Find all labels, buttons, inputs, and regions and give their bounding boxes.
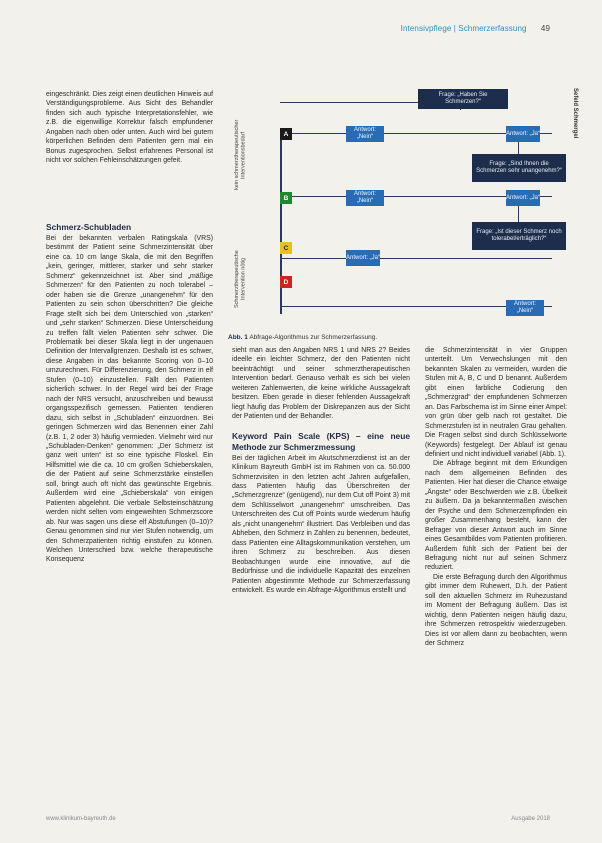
question-box-1: Frage: „Haben Sie Schmerzen?“ <box>418 89 508 109</box>
col2-paragraph-1: sieht man aus den Angaben NRS 1 und NRS 2? Beides ideelle ein leichter Schmerz, der den Patienten nicht beeinträchtigt und seiner schmerztherapeutischen Intervention bedarf. Genauso verhält es sich bei vielen weiteren Zahlenwerten, die keine wirkliche Aussagekraft besitzen. Eben gerade in dieser fehlenden Aussagekraft liegt häufig das Problem der Diskrepanzen aus der Sicht der Patienten und der Behandler. <box>232 347 410 421</box>
section-title-kps: Keyword Pain Scale (KPS) – eine neue Methode zur Schmerzmessung <box>232 430 410 452</box>
column-1-top <box>46 90 213 166</box>
answer-box-nein-3: Antwort: „Nein“ <box>506 300 544 316</box>
page-number: 49 <box>540 24 550 33</box>
figure-caption <box>228 334 377 341</box>
section-text-schubladen: Bei der bekannten verbalen Ratingskala (VRS) bestimmt der Patient seine Schmerzintensität über eine ca. 10 cm lange Skala, die mit den Begriffen „kein, geringer, mittlerer, starker und sehr starker Schmerz“ gekennzeichnet ist. Aber sind „mäßige Schmerzen“ für den Patienten zu noch tolerabel – oder haben sie die Grenze „unangenehm“ für den Patienten zu sein schon überschritten? Die gleiche Frage stellt sich bei dem Unterschied von „starken“ und „sehr starken“ Schmerzen. Diese Unterscheidung zu treffen fällt vielen Patienten sehr schwer. Die Problematik bei dieser Skala liegt in der ungenauen Definition der Intervallgrenzen. Deshalb ist es schwer, diese Angaben in das bekannte Scoring von 0–10 umzurechnen. Für Differenzierung, den Schmerz in elf Stufen (0–10) einzustellen. Fällt den Patienten sicherlich schwer. In der Regel wird bei der Frage nach der NRS versucht, anzuschreiben und bewusst organgsspezifisch gemessen. Patienten tendieren dazu, sich selbst in „Schubladen“ einzuordnen. Bei geringen Schmerzen wird das Benennen einer Zahl (z.B. 1, 2 oder 3) häufig vermieden. Vielmehr wird nur „Schubladen-Denken“ genommen: „Der Schmerz ist ganz weit unten“ ist so eine typische Floskel. Ein Hilfsmittel wie die ca. 10 cm großen Schieberskalen, die der Patient auf seine Schmerzstärke einstellen soll, bringt auch oft nicht das gewünschte Ergebnis. Außerdem wird eine „Schieberskala“ von einigen Patienten abgelehnt. Die verbale Selbsteinschätzung werden nicht selten vom eingeweihten Schmerzscore ab. Nur was sagen uns diese elf Abstufungen (0–10)? Genau genommen sind nur vier Stufen notwendig, um den Schmerzpatienten richtig einstufen zu können. Welchen Unterschied bzw. welche therapeutische Konsequenz <box>46 235 213 564</box>
algorithm-diagram <box>228 84 566 332</box>
footer-left: www.klinikum-bayreuth.de <box>46 816 116 822</box>
running-header <box>401 24 550 33</box>
group-label-intervention: Schmerztherapeutische Intervention nötig <box>234 250 247 308</box>
column-3 <box>425 346 567 649</box>
answer-box-ja-3: Antwort: „Ja“ <box>346 250 380 266</box>
column-1-section <box>46 222 213 565</box>
caption-text: Abfrage-Algorithmus zur Schmerzerfassung. <box>249 334 378 341</box>
answer-box-ja-2: Antwort: „Ja“ <box>506 190 540 206</box>
connector-line <box>280 258 552 259</box>
col3-paragraph-1: die Schmerzintensität in vier Gruppen unterteilt. Um Verwechslungen mit den bekannten Skalen zu vermeiden, wurden die Stufen mit A, B, C und D benannt. Außerdem gibt einen farbliche Codierung den „Schmerzgrad“ der empfundenen Schmerzen an. Das Farbschema ist im Sinne einer Ampel: von grün über gelb nach rot gestaltet. Die Schmerzstufen ist in neutralen Grau gehalten. Die Fragen selbst sind durch Schlüsselworte (Keywords) festgelegt. Der Ablauf ist genau definiert und nicht individuell variabel (Abb. 1). <box>425 347 567 458</box>
caption-label: Abb. 1 <box>228 334 248 341</box>
col3-paragraph-2: Die Abfrage beginnt mit dem Erkundigen nach dem allgemeinen Befinden des Patienten. Hier hat dieser die Chance etwaige „Ängste“ oder Beschwerden wie z.B. Übelkeit zu äußern. Da ja bekanntermaßen zwischen der Psyche und dem Schmerzempfinden ein großer Zusammenhang besteht, kann der Befrager von dieser Antwort auch im Sinne eines Gesamtbildes vom Patienten profitieren. Außerdem fühlt sich der Patient bei der Befragung nicht nur auf seinen Schmerz reduziert. <box>425 460 567 572</box>
column-2 <box>232 346 410 595</box>
level-b-badge: B <box>280 192 292 204</box>
level-c-badge: C <box>280 242 292 254</box>
side-label: Sefeld Schmergel <box>572 88 578 139</box>
group-label-no-intervention: kein schmerztherapeutischer Interventionsbedarf <box>234 119 247 191</box>
section-title-schubladen: Schmerz-Schubladen <box>46 222 132 232</box>
col3-paragraph-3: Die erste Befragung durch den Algorithmus gibt immer dem Ruhewert, D.h. der Patient soll den aktuellen Schmerz im Ruhezustand im Moment der Befragung äußern. Das ist wichtig, denn Patienten neigen häufig dazu, ihre Schmerzen retrospektiv wiederzugeben. Dies ist vor allem dann zu beobachten, wenn der Schmerz <box>425 573 567 648</box>
level-a-badge: A <box>280 128 292 140</box>
level-d-badge: D <box>280 276 292 288</box>
answer-box-nein-1: Antwort: „Nein“ <box>346 126 384 142</box>
answer-box-nein-2: Antwort: „Nein“ <box>346 190 384 206</box>
header-section: Intensivpflege | Schmerzerfassung <box>400 24 527 33</box>
question-box-2: Frage: „Sind Ihnen die Schmerzen sehr unangenehm?“ <box>472 154 566 182</box>
col2-paragraph-2: Bei der täglichen Arbeit im Akutschmerzdienst ist an der Klinikum Bayreuth GmbH ist im Rahmen von ca. 50.000 Schmerzvisiten in den letzten acht Jahren aufgefallen, dass Patienten häufig das Überschreiten der „Schmerzgrenze“ (genügend), nur dem Cut off Point 3) mit dem Schlüsselwort „unangenehm“ umschreiben. Das Unterschreiten des Cut off Points wurde wiederum häufig als „nicht unangenehm“ illustriert. Das Verbleiben und das Abheben, den Schmerz in Zahlen zu benennen, bedeutet, dass Patienten eine Alltagskommunikation verstehen, um ihren Schmerz zu beschreiben. Aus diesen Beobachtungen wurde eine innovative, auf die Bedürfnisse und die individuelle Kapazität des einzelnen Patienten abgestimmte Methode zur Schmerzerfassung entwickelt. Es wurde ein Abfrage-Algorithmus erstellt und <box>232 454 410 594</box>
question-box-3: Frage: „Ist dieser Schmerz noch tolerabel/erträglich?“ <box>472 222 566 250</box>
answer-box-ja-1: Antwort: „Ja“ <box>506 126 540 142</box>
footer-right: Ausgabe 2018 <box>511 816 550 822</box>
connector-line <box>518 205 519 223</box>
intro-paragraph: eingeschränkt. Dies zeigt einen deutlichen Hinweis auf Verständigungsprobleme. Aus Sicht des Behandler finden sich auch typische Interpretationsfehler, wie z.B. die eigenwillige Korrektur falsch empfundener Angaben nach oben oder unten. Auch wird bei gutem körperlichen Befinden dem Patienten gern mal ein Bonus zugesprochen. Selbst erfahrenes Personal ist nicht vor solchen Fehleinschätzungen gefeit. <box>46 91 213 165</box>
